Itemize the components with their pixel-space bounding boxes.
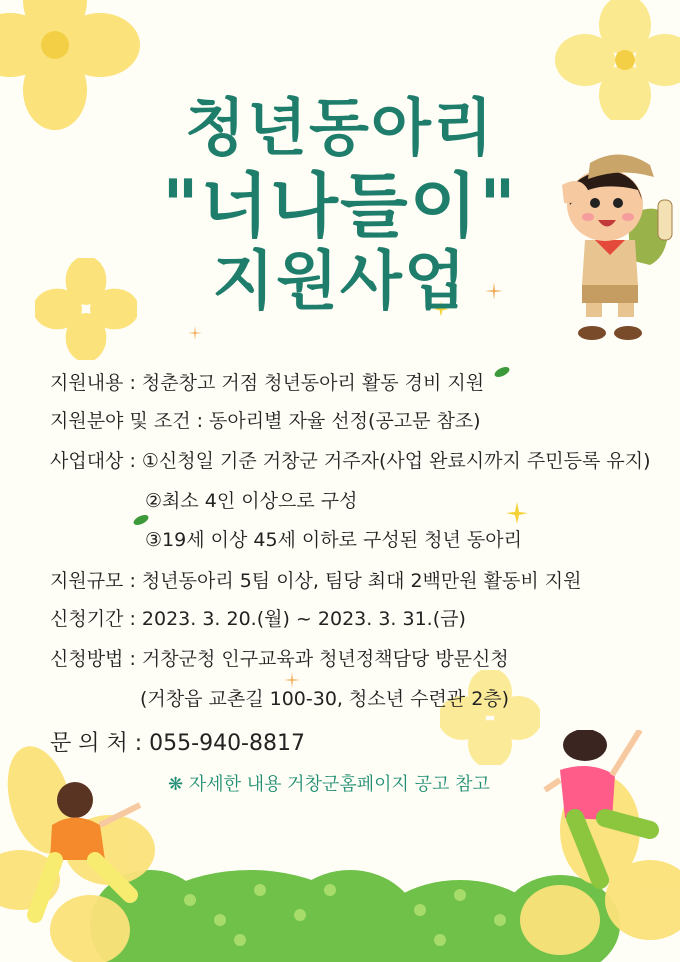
sparkle-icon <box>188 326 202 340</box>
info-address: (거창읍 교촌길 100-30, 청소년 수련관 2층) <box>140 688 510 710</box>
leaf-icon <box>494 366 510 378</box>
petal-icon <box>504 500 530 526</box>
bottom-scene-illustration <box>0 730 680 962</box>
info-target: 사업대상 : ①신청일 기준 거창군 거주자(사업 완료시까지 주민등록 유지) <box>50 450 651 472</box>
info-content: 지원내용 : 청춘창고 거점 청년동아리 활동 경비 지원 <box>50 372 485 394</box>
explorer-boy-illustration <box>550 145 680 345</box>
info-period: 신청기간 : 2023. 3. 20.(월) ~ 2023. 3. 31.(금) <box>50 608 466 630</box>
homepage-note: ❋ 자세한 내용 거창군홈페이지 공고 참고 <box>168 774 490 795</box>
title-line-1: 청년동아리 <box>185 91 495 164</box>
info-field: 지원분야 및 조건 : 동아리별 자율 선정(공고문 참조) <box>50 410 481 432</box>
title-line-2: "너나들이" <box>162 165 518 247</box>
info-target-2: ②최소 4인 이상으로 구성 <box>145 490 358 512</box>
info-scale: 지원규모 : 청년동아리 5팀 이상, 팀당 최대 2백만원 활동비 지원 <box>50 570 582 592</box>
info-contact: 문 의 처 : 055-940-8817 <box>50 731 305 756</box>
info-method: 신청방법 : 거창군청 인구교육과 청년정책담당 방문신청 <box>50 648 509 670</box>
title-line-3: 지원사업 <box>212 245 468 319</box>
info-target-3: ③19세 이상 45세 이하로 구성된 청년 동아리 <box>145 529 522 551</box>
